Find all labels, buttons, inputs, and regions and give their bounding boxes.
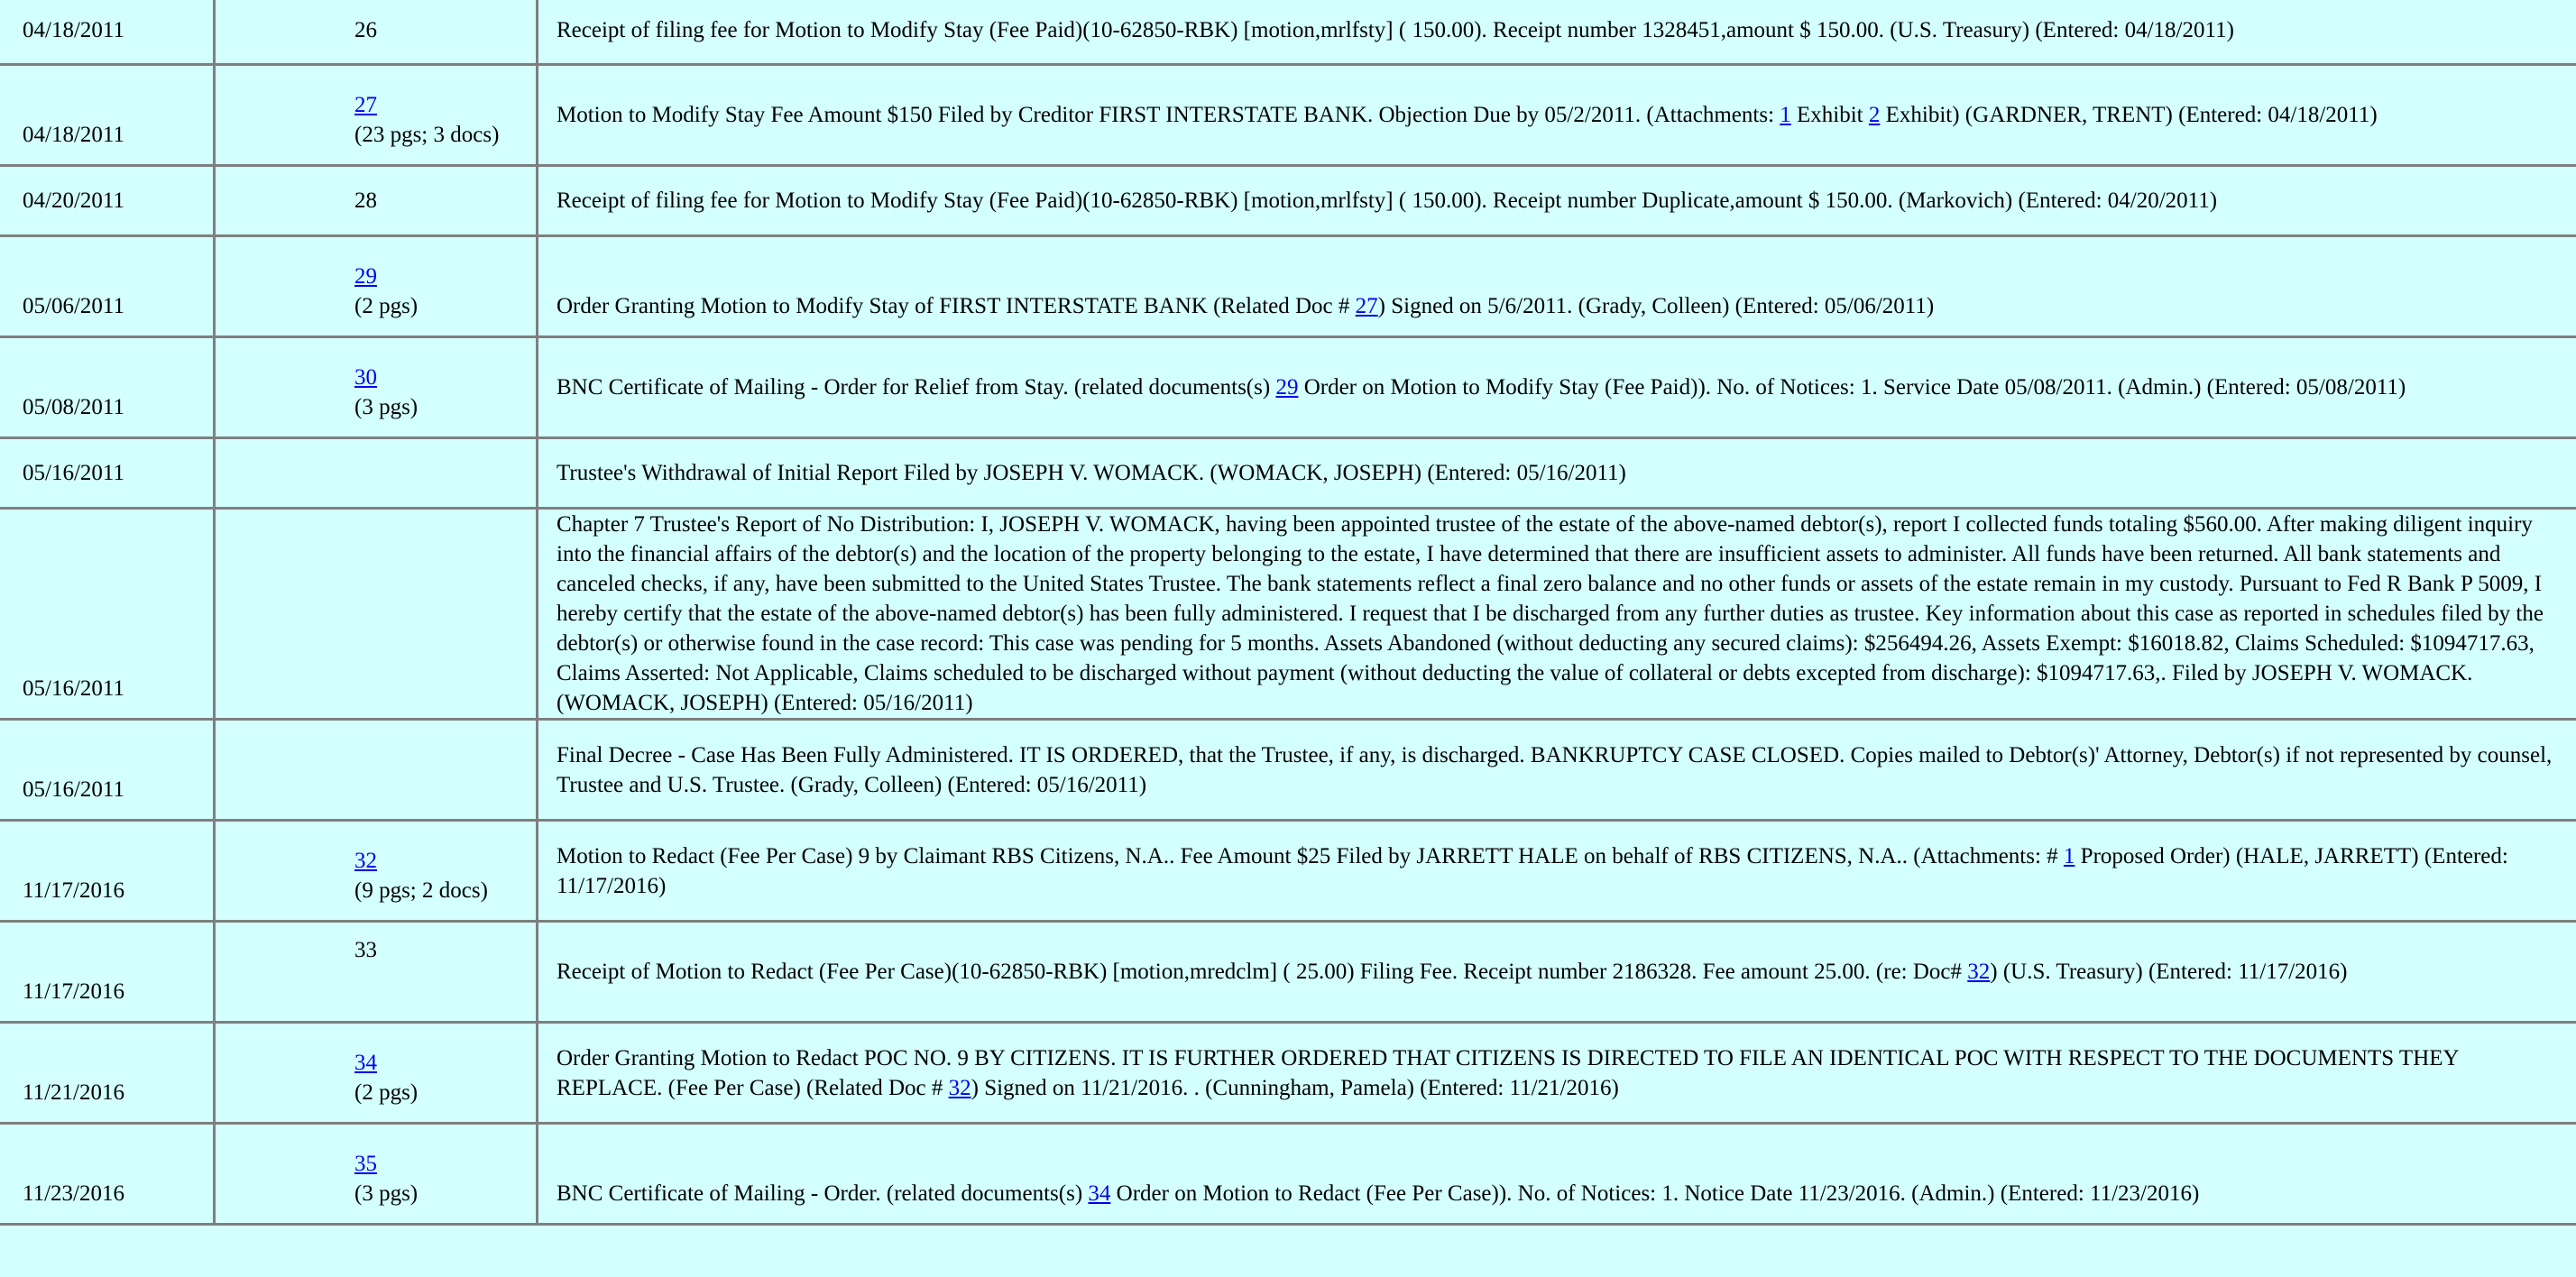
- docket-text-cell: [538, 0, 2576, 65]
- docket-text: ) Signed on 11/21/2016. . (Cunningham, Pamela) (Entered: 11/21/2016): [971, 1075, 1619, 1100]
- docket-text-cell: [538, 509, 2576, 720]
- docket-text-cell: [538, 1124, 2576, 1225]
- docket-text: Order Granting Motion to Redact POC NO. 9 BY CITIZENS. IT IS FURTHER ORDERED THAT CITIZENS IS DIRECTED TO FILE AN IDENTICAL POC WITH RESPECT TO THE DOCUMENTS THEY REPLACE. (Fee Per Case) (Related Doc #: [557, 1045, 2459, 1100]
- docket-text: Trustee's Withdrawal of Initial Report Filed by JOSEPH V. WOMACK. (WOMACK, JOSEPH) (Entered: 05/16/2011): [557, 461, 1626, 485]
- page-count: (3 pgs): [354, 395, 419, 419]
- docket-text: BNC Certificate of Mailing - Order. (related documents(s): [557, 1181, 1089, 1206]
- filing-date: 05/16/2011: [23, 777, 124, 802]
- filing-date-cell: [0, 0, 215, 65]
- docket-text-cell: [538, 337, 2576, 438]
- doc-number: 26: [354, 18, 377, 42]
- filing-date-cell: [0, 438, 215, 509]
- docket-doc-link[interactable]: 32: [948, 1075, 971, 1100]
- filing-date-cell: [0, 1124, 215, 1225]
- docket-row: [0, 438, 2576, 509]
- docket-row: [0, 337, 2576, 438]
- docket-text: Final Decree - Case Has Been Fully Administered. IT IS ORDERED, that the Trustee, if any, is discharged. BANKRUPTCY CASE CLOSED. Copies mailed to Debtor(s)' Attorney, Debtor(s) if not represented by counsel, Trustee and U.S. Trustee. (Grady, Colleen) (Entered: 05/16/2011): [557, 742, 2553, 797]
- doc-number-link[interactable]: 34: [354, 1051, 377, 1075]
- docket-row: [0, 0, 2576, 65]
- docket-text-cell: [538, 720, 2576, 821]
- docket-row: [0, 1023, 2576, 1124]
- doc-number-cell: [215, 922, 538, 1023]
- docket-text-cell: [538, 821, 2576, 922]
- filing-date: 05/16/2011: [23, 676, 124, 701]
- filing-date-cell: [0, 509, 215, 720]
- docket-doc-link[interactable]: 29: [1275, 375, 1299, 400]
- filing-date-cell: [0, 166, 215, 236]
- doc-number-cell: [215, 236, 538, 337]
- doc-number-cell: [215, 720, 538, 821]
- docket-text-cell: [538, 236, 2576, 337]
- filing-date-cell: [0, 720, 215, 821]
- docket-row: [0, 1124, 2576, 1225]
- docket-text: Order on Motion to Modify Stay (Fee Paid)). No. of Notices: 1. Service Date 05/08/2011. (Admin.) (Entered: 05/08/2011): [1298, 375, 2406, 400]
- docket-text-cell: [538, 65, 2576, 166]
- docket-doc-link[interactable]: 1: [2063, 843, 2075, 868]
- filing-date: 11/23/2016: [23, 1181, 124, 1206]
- docket-text-cell: [538, 1023, 2576, 1124]
- docket-text-cell: [538, 166, 2576, 236]
- doc-number-cell: [215, 65, 538, 166]
- doc-number-link[interactable]: 35: [354, 1152, 377, 1176]
- docket-text: Order on Motion to Redact (Fee Per Case)). No. of Notices: 1. Notice Date 11/23/2016. (Admin.) (Entered: 11/23/2016): [1110, 1181, 2200, 1206]
- page-count: (2 pgs): [354, 1080, 419, 1105]
- docket-text: Proposed Order) (HALE, JARRETT) (Entered: 11/17/2016): [557, 843, 2508, 898]
- doc-number-cell: [215, 821, 538, 922]
- filing-date: 04/20/2011: [23, 188, 124, 213]
- docket-text: BNC Certificate of Mailing - Order for Relief from Stay. (related documents(s): [557, 375, 1276, 400]
- docket-doc-link[interactable]: 34: [1088, 1181, 1111, 1206]
- docket-doc-link[interactable]: 2: [1868, 103, 1881, 127]
- doc-number: 28: [354, 188, 377, 213]
- filing-date-cell: [0, 821, 215, 922]
- docket-text-cell: [538, 922, 2576, 1023]
- filing-date: 04/18/2011: [23, 123, 124, 147]
- filing-date-cell: [0, 922, 215, 1023]
- docket-text: Order Granting Motion to Modify Stay of FIRST INTERSTATE BANK (Related Doc #: [557, 294, 1356, 318]
- doc-number-link[interactable]: 27: [354, 93, 377, 117]
- doc-number: 33: [354, 938, 377, 962]
- docket-row: [0, 821, 2576, 922]
- docket-text: Exhibit: [1790, 103, 1869, 127]
- doc-number-cell: [215, 337, 538, 438]
- doc-number-cell: [215, 438, 538, 509]
- doc-number-cell: [215, 509, 538, 720]
- docket-text: ) (U.S. Treasury) (Entered: 11/17/2016): [1990, 960, 2348, 984]
- filing-date: 11/17/2016: [23, 878, 124, 903]
- filing-date-cell: [0, 337, 215, 438]
- docket-doc-link[interactable]: 32: [1967, 960, 1991, 984]
- filing-date-cell: [0, 1023, 215, 1124]
- filing-date: 05/08/2011: [23, 395, 124, 419]
- doc-number-cell: [215, 166, 538, 236]
- page-count: (23 pgs; 3 docs): [354, 123, 500, 147]
- doc-number-link[interactable]: 32: [354, 849, 377, 873]
- doc-number-link[interactable]: 29: [354, 264, 377, 289]
- docket-row: [0, 922, 2576, 1023]
- docket-text: Chapter 7 Trustee's Report of No Distribution: I, JOSEPH V. WOMACK, having been appointed trustee of the estate of the above-named debtor(s), report I collected funds totaling $560.00. After making diligent inquiry into the financial affairs of the debtor(s) and the location of the property belonging to the estate, I have determined that there are insufficient assets to administer. All funds have been returned. All bank statements and canceled checks, if any, have been submitted to the United States Trustee. The bank statements reflect a final zero balance and no other funds or assets of the estate remain in my custody. Pursuant to Fed R Bank P 5009, I hereby certify that the estate of the above-named debtor(s) has been fully administered. I request that I be discharged from any further duties as trustee. Key information about this case as reported in schedules filed by the debtor(s) or otherwise found in the case record: This case was pending for 5 months. Assets Abandoned (without deducting any secured claims): $256494.26, Assets Exempt: $16018.82, Claims Scheduled: $1094717.63, Claims Asserted: Not Applicable, Claims scheduled to be discharged without payment (without deducting the value of collateral or debts excepted from discharge): $1094717.63,. Filed by JOSEPH V. WOMACK. (WOMACK, JOSEPH) (Entered: 05/16/2011): [557, 512, 2544, 715]
- docket-row: [0, 166, 2576, 236]
- filing-date: 11/17/2016: [23, 979, 124, 1004]
- doc-number-cell: [215, 1124, 538, 1225]
- doc-number-cell: [215, 0, 538, 65]
- docket-text: Motion to Redact (Fee Per Case) 9 by Claimant RBS Citizens, N.A.. Fee Amount $25 Filed by JARRETT HALE on behalf of RBS CITIZENS, N.A.. (Attachments: #: [557, 843, 2064, 868]
- filing-date: 05/06/2011: [23, 294, 124, 318]
- docket-doc-link[interactable]: 1: [1780, 103, 1791, 127]
- filing-date: 04/18/2011: [23, 18, 124, 42]
- filing-date: 11/21/2016: [23, 1080, 124, 1105]
- doc-number-cell: [215, 1023, 538, 1124]
- filing-date-cell: [0, 236, 215, 337]
- docket-text: Receipt of filing fee for Motion to Modify Stay (Fee Paid)(10-62850-RBK) [motion,mrlfsty] ( 150.00). Receipt number Duplicate,amount $ 150.00. (Markovich) (Entered: 04/20/2011): [557, 188, 2218, 213]
- filing-date-cell: [0, 65, 215, 166]
- doc-number-link[interactable]: 30: [354, 365, 377, 390]
- page-count: (9 pgs; 2 docs): [354, 878, 488, 903]
- docket-row: [0, 509, 2576, 720]
- docket-text: Motion to Modify Stay Fee Amount $150 Filed by Creditor FIRST INTERSTATE BANK. Objection Due by 05/2/2011. (Attachments:: [557, 103, 1780, 127]
- docket-text-cell: [538, 438, 2576, 509]
- docket-text: Exhibit) (GARDNER, TRENT) (Entered: 04/18/2011): [1880, 103, 2378, 127]
- docket-doc-link[interactable]: 27: [1355, 294, 1378, 318]
- filing-date: 05/16/2011: [23, 461, 124, 485]
- docket-row: [0, 720, 2576, 821]
- docket-text: ) Signed on 5/6/2011. (Grady, Colleen) (Entered: 05/06/2011): [1377, 294, 1935, 318]
- page-count: (3 pgs): [354, 1181, 419, 1206]
- docket-row: [0, 236, 2576, 337]
- docket-text: Receipt of Motion to Redact (Fee Per Case)(10-62850-RBK) [motion,mredclm] ( 25.00) Filing Fee. Receipt number 2186328. Fee amount 25.00. (re: Doc#: [557, 960, 1968, 984]
- docket-row: [0, 65, 2576, 166]
- docket-text: Receipt of filing fee for Motion to Modify Stay (Fee Paid)(10-62850-RBK) [motion,mrlfsty] ( 150.00). Receipt number 1328451,amount $ 150.00. (U.S. Treasury) (Entered: 04/18/2011): [557, 18, 2234, 42]
- page-count: (2 pgs): [354, 294, 419, 318]
